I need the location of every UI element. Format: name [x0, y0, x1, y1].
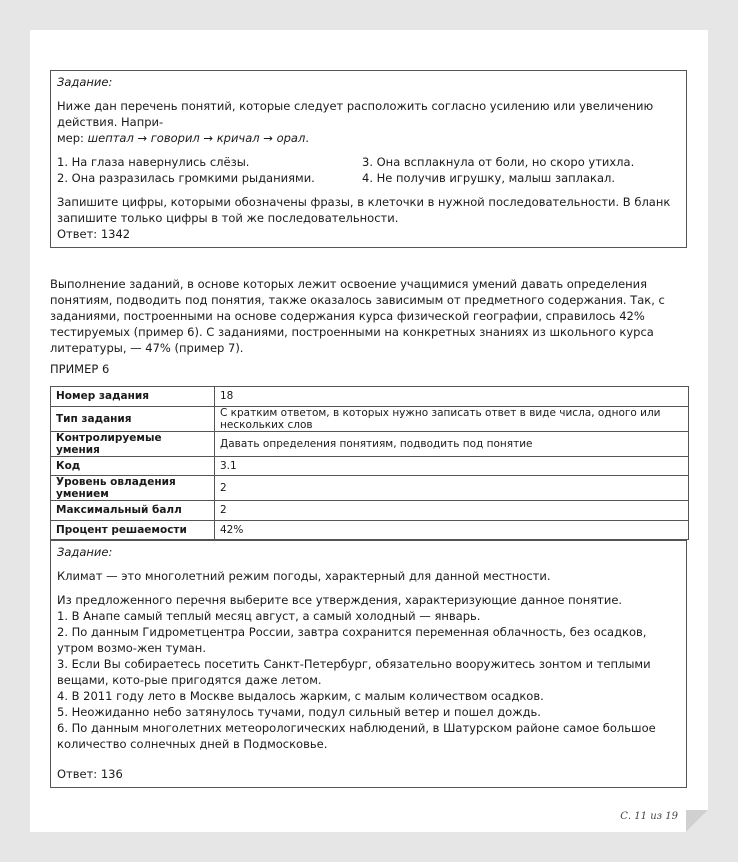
- table-value: 42%: [215, 520, 689, 540]
- document-page: [30, 30, 708, 832]
- table-value: 2: [215, 476, 689, 501]
- list-item: 1. В Анапе самый теплый месяц август, а самый холодный — январь.: [57, 609, 481, 623]
- table-row: [51, 501, 689, 521]
- page-fold-corner: [686, 810, 708, 832]
- table-key: Номер задания: [51, 387, 215, 407]
- list-item: 1. На глаза навернулись слёзы.: [57, 155, 250, 169]
- table-value: 18: [215, 387, 689, 407]
- table-row: [51, 431, 689, 456]
- table-key: Максимальный балл: [51, 501, 215, 521]
- list-item: 6. По данным многолетних метеорологических наблюдений, в Шатурском районе самое большое количество солнечных дней в Подмосковье.: [57, 721, 656, 751]
- table-value: С кратким ответом, в которых нужно записать ответ в виде числа, одного или нескольких слов: [215, 406, 689, 431]
- table-row: [51, 476, 689, 501]
- table-key: Тип задания: [51, 406, 215, 431]
- task-info-table: [50, 386, 689, 540]
- list-item: 3. Она всплакнула от боли, но скоро утихла.: [362, 155, 635, 169]
- table-key: Уровень овладения умением: [51, 476, 215, 501]
- list-item: 3. Если Вы собираетесь посетить Санкт-Петербург, обязательно вооружитесь зонтом и теплыми вещами, кото-рые пригодятся даже летом.: [57, 657, 651, 687]
- page-number: С. 11 из 19: [620, 811, 678, 822]
- table-key: Процент решаемости: [51, 520, 215, 540]
- list-item: 2. По данным Гидрометцентра России, завтра сохранится переменная облачность, без осадков, утром возмо-жен туман.: [57, 625, 647, 655]
- task2-heading: Задание:: [57, 545, 113, 559]
- list-item: 4. Не получив игрушку, малыш заплакал.: [362, 171, 616, 185]
- table-row: [51, 456, 689, 476]
- body-paragraph: Выполнение заданий, в основе которых лежит освоение учащимися умений давать определения понятиям, подводить под понятия, также оказалось зависимым от предметного содержания. Так, с заданиями, построенными на основе содержания курса физической географии, справилось 42% тестируемых (пример 6). С заданиями, построенными на конкретных знаниях из школьного курса литературы, — 47% (пример 7).: [50, 277, 665, 355]
- task2-definition: Климат — это многолетний режим погоды, характерный для данной местности.: [57, 569, 551, 583]
- table-value: 2: [215, 501, 689, 521]
- task1-heading: Задание:: [57, 75, 113, 89]
- list-item: 2. Она разразилась громкими рыданиями.: [57, 171, 315, 185]
- table-key: Контролируемые умения: [51, 431, 215, 456]
- task1-box: [50, 70, 687, 248]
- list-item: 4. В 2011 году лето в Москве выдалось жарким, с малым количеством осадков.: [57, 689, 544, 703]
- table-value: Давать определения понятиям, подводить под понятие: [215, 431, 689, 456]
- example-title: ПРИМЕР 6: [50, 362, 110, 376]
- task1-instruction: Запишите цифры, которыми обозначены фразы, в клеточки в нужной последовательности. В бланк запишите только цифры в той же последовательности.: [57, 195, 671, 225]
- task1-answer: Ответ: 1342: [57, 227, 131, 241]
- table-value: 3.1: [215, 456, 689, 476]
- table-row: [51, 387, 689, 407]
- task2-answer: Ответ: 136: [57, 767, 123, 781]
- task1-intro: Ниже дан перечень понятий, которые следует расположить согласно усилению или увеличению действия. Напри- мер: шептал → говорил → кричал → орал.: [57, 99, 654, 145]
- table-row: [51, 520, 689, 540]
- table-key: Код: [51, 456, 215, 476]
- table-row: [51, 406, 689, 431]
- task1-items: [57, 154, 680, 186]
- task2-instruction: Из предложенного перечня выберите все утверждения, характеризующие данное понятие.: [57, 593, 623, 607]
- list-item: 5. Неожиданно небо затянулось тучами, подул сильный ветер и пошел дождь.: [57, 705, 541, 719]
- task2-box: [50, 540, 687, 788]
- task1-example-words: шептал → говорил → кричал → орал: [87, 131, 306, 145]
